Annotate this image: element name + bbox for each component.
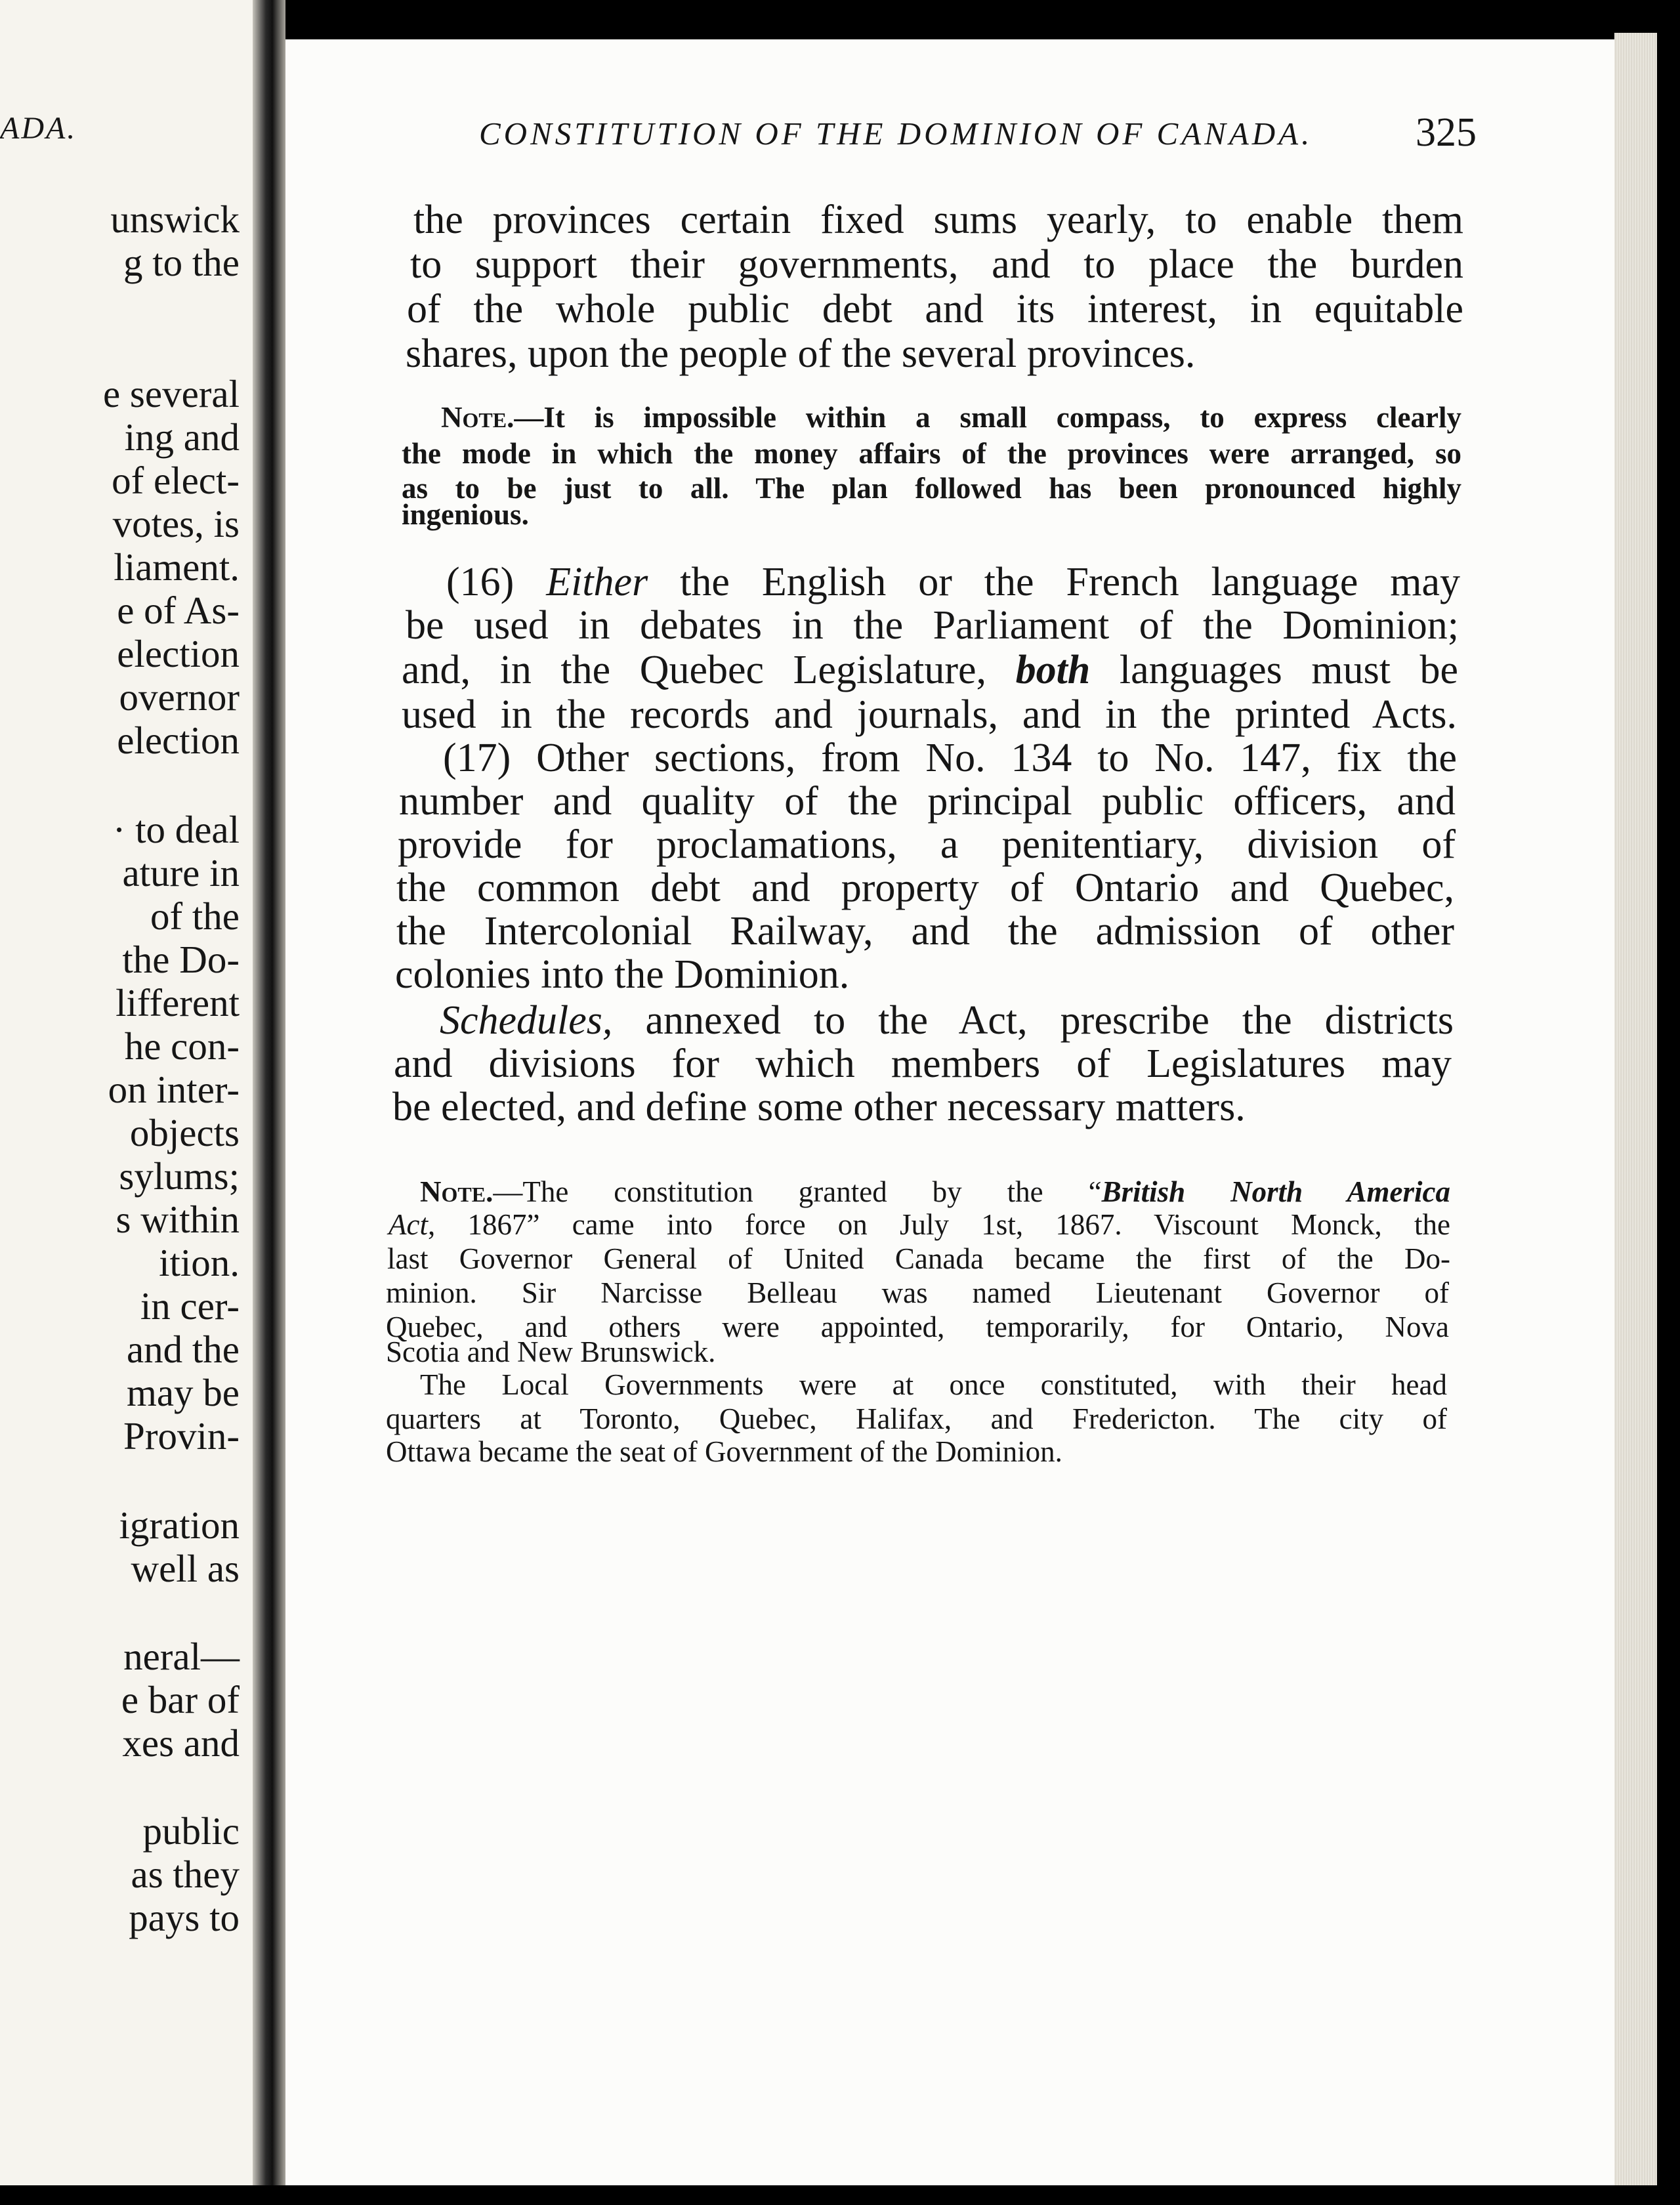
left-page-line: Provin- [123, 1414, 240, 1458]
left-page-line: liament. [114, 545, 240, 589]
note-line: Quebec, and others were appointed, temporarily, for Ontario, Nova [386, 1311, 1449, 1343]
body-line: and, in the Quebec Legislature, both languages must be [402, 648, 1459, 692]
body-line: colonies into the Dominion. [395, 952, 850, 997]
left-page-line: sylums; [119, 1154, 240, 1198]
left-page-line: e several [103, 372, 240, 415]
book-gutter [253, 0, 285, 2185]
left-page-line: in cer- [140, 1284, 240, 1328]
left-running-head: ADA. [0, 111, 77, 146]
left-page-line: objects [129, 1111, 240, 1154]
body-line: provide for proclamations, a penitentiary, division of [398, 822, 1456, 867]
left-page-line: · to deal [112, 808, 240, 851]
note-line: Act, 1867” came into force on July 1st, 1867. Viscount Monck, the [388, 1208, 1450, 1241]
note-line: the mode in which the money affairs of the provinces were arranged, so [402, 437, 1461, 470]
left-page-line: votes, is [112, 502, 240, 545]
note-line: minion. Sir Narcisse Belleau was named Lieutenant Governor of [386, 1276, 1449, 1309]
left-page-line: election [117, 719, 240, 762]
left-page-line: election [117, 632, 240, 675]
left-page-line: e bar of [121, 1678, 240, 1721]
running-head [479, 110, 1477, 161]
body-line: Schedules, annexed to the Act, prescribe the districts [440, 998, 1454, 1043]
left-page-line: ition. [159, 1241, 240, 1284]
note-line: last Governor General of United Canada became the first of the Do- [387, 1242, 1450, 1275]
left-page-line: ing and [124, 415, 240, 459]
note-line: quarters at Toronto, Quebec, Halifax, and Fredericton. The city of [386, 1402, 1447, 1435]
left-page-line: of the [150, 894, 240, 938]
left-page-line: of elect- [112, 459, 240, 502]
body-line: (16) Either the English or the French language may [446, 560, 1461, 604]
left-page-line: pays to [129, 1896, 240, 1939]
body-line: be used in debates in the Parliament of the Dominion; [406, 603, 1459, 648]
left-page-line: lifferent [116, 981, 240, 1024]
left-page-line: he con- [124, 1024, 240, 1068]
note-line: Note.—The constitution granted by the “British North America [420, 1175, 1451, 1208]
left-page [0, 0, 253, 2185]
running-head-title: CONSTITUTION OF THE DOMINION OF CANADA. [479, 116, 1313, 152]
body-line: be elected, and define some other necessary matters. [392, 1085, 1246, 1129]
note-label: Note. [420, 1175, 494, 1208]
note-line: as to be just to all. The plan followed has been pronounced highly [402, 472, 1461, 505]
left-page-line: and the [126, 1328, 240, 1371]
left-page-line: well as [131, 1547, 240, 1590]
left-page-line: as they [131, 1853, 240, 1896]
left-page-text [0, 0, 240, 2185]
left-page-line: overnor [119, 675, 240, 719]
body-line: (17) Other sections, from No. 134 to No. 147, fix the [443, 736, 1457, 780]
left-page-line: igration [119, 1503, 240, 1547]
left-page-line: unswick [110, 198, 240, 241]
body-line: the common debt and property of Ontario and Quebec, [396, 866, 1454, 910]
left-page-line: e of As- [117, 589, 240, 632]
left-page-line: xes and [122, 1721, 240, 1765]
note-line: Ottawa became the seat of Government of the Dominion. [386, 1435, 1062, 1468]
body-line: and divisions for which members of Legislatures may [394, 1041, 1452, 1086]
left-page-line: neral— [123, 1635, 240, 1678]
note-line: The Local Governments were at once constituted, with their head [420, 1368, 1447, 1401]
body-line: the provinces certain fixed sums yearly, to enable them [413, 198, 1463, 242]
left-page-line: s within [116, 1198, 240, 1241]
body-line: number and quality of the principal public officers, and [399, 779, 1456, 824]
note-label: Note. [441, 401, 514, 434]
page-edges [1614, 33, 1657, 2185]
note-line: ingenious. [402, 498, 529, 531]
body-line: to support their governments, and to place the burden [410, 242, 1463, 287]
left-page-line: the Do- [122, 938, 240, 981]
body-line: the Intercolonial Railway, and the admission of other [396, 909, 1454, 954]
note-line: Scotia and New Brunswick. [386, 1335, 716, 1368]
note-line: Note.—It is impossible within a small compass, to express clearly [441, 401, 1461, 434]
left-page-line: public [142, 1809, 240, 1853]
left-page-line: g to the [123, 241, 240, 284]
body-line: of the whole public debt and its interest, in equitable [407, 287, 1463, 331]
page-number: 325 [1416, 110, 1477, 155]
body-line: used in the records and journals, and in the printed Acts. [402, 692, 1457, 737]
left-page-line: on inter- [108, 1068, 240, 1111]
left-page-line: ature in [122, 851, 240, 894]
left-page-line: may be [126, 1371, 240, 1414]
body-line: shares, upon the people of the several provinces. [406, 331, 1196, 376]
